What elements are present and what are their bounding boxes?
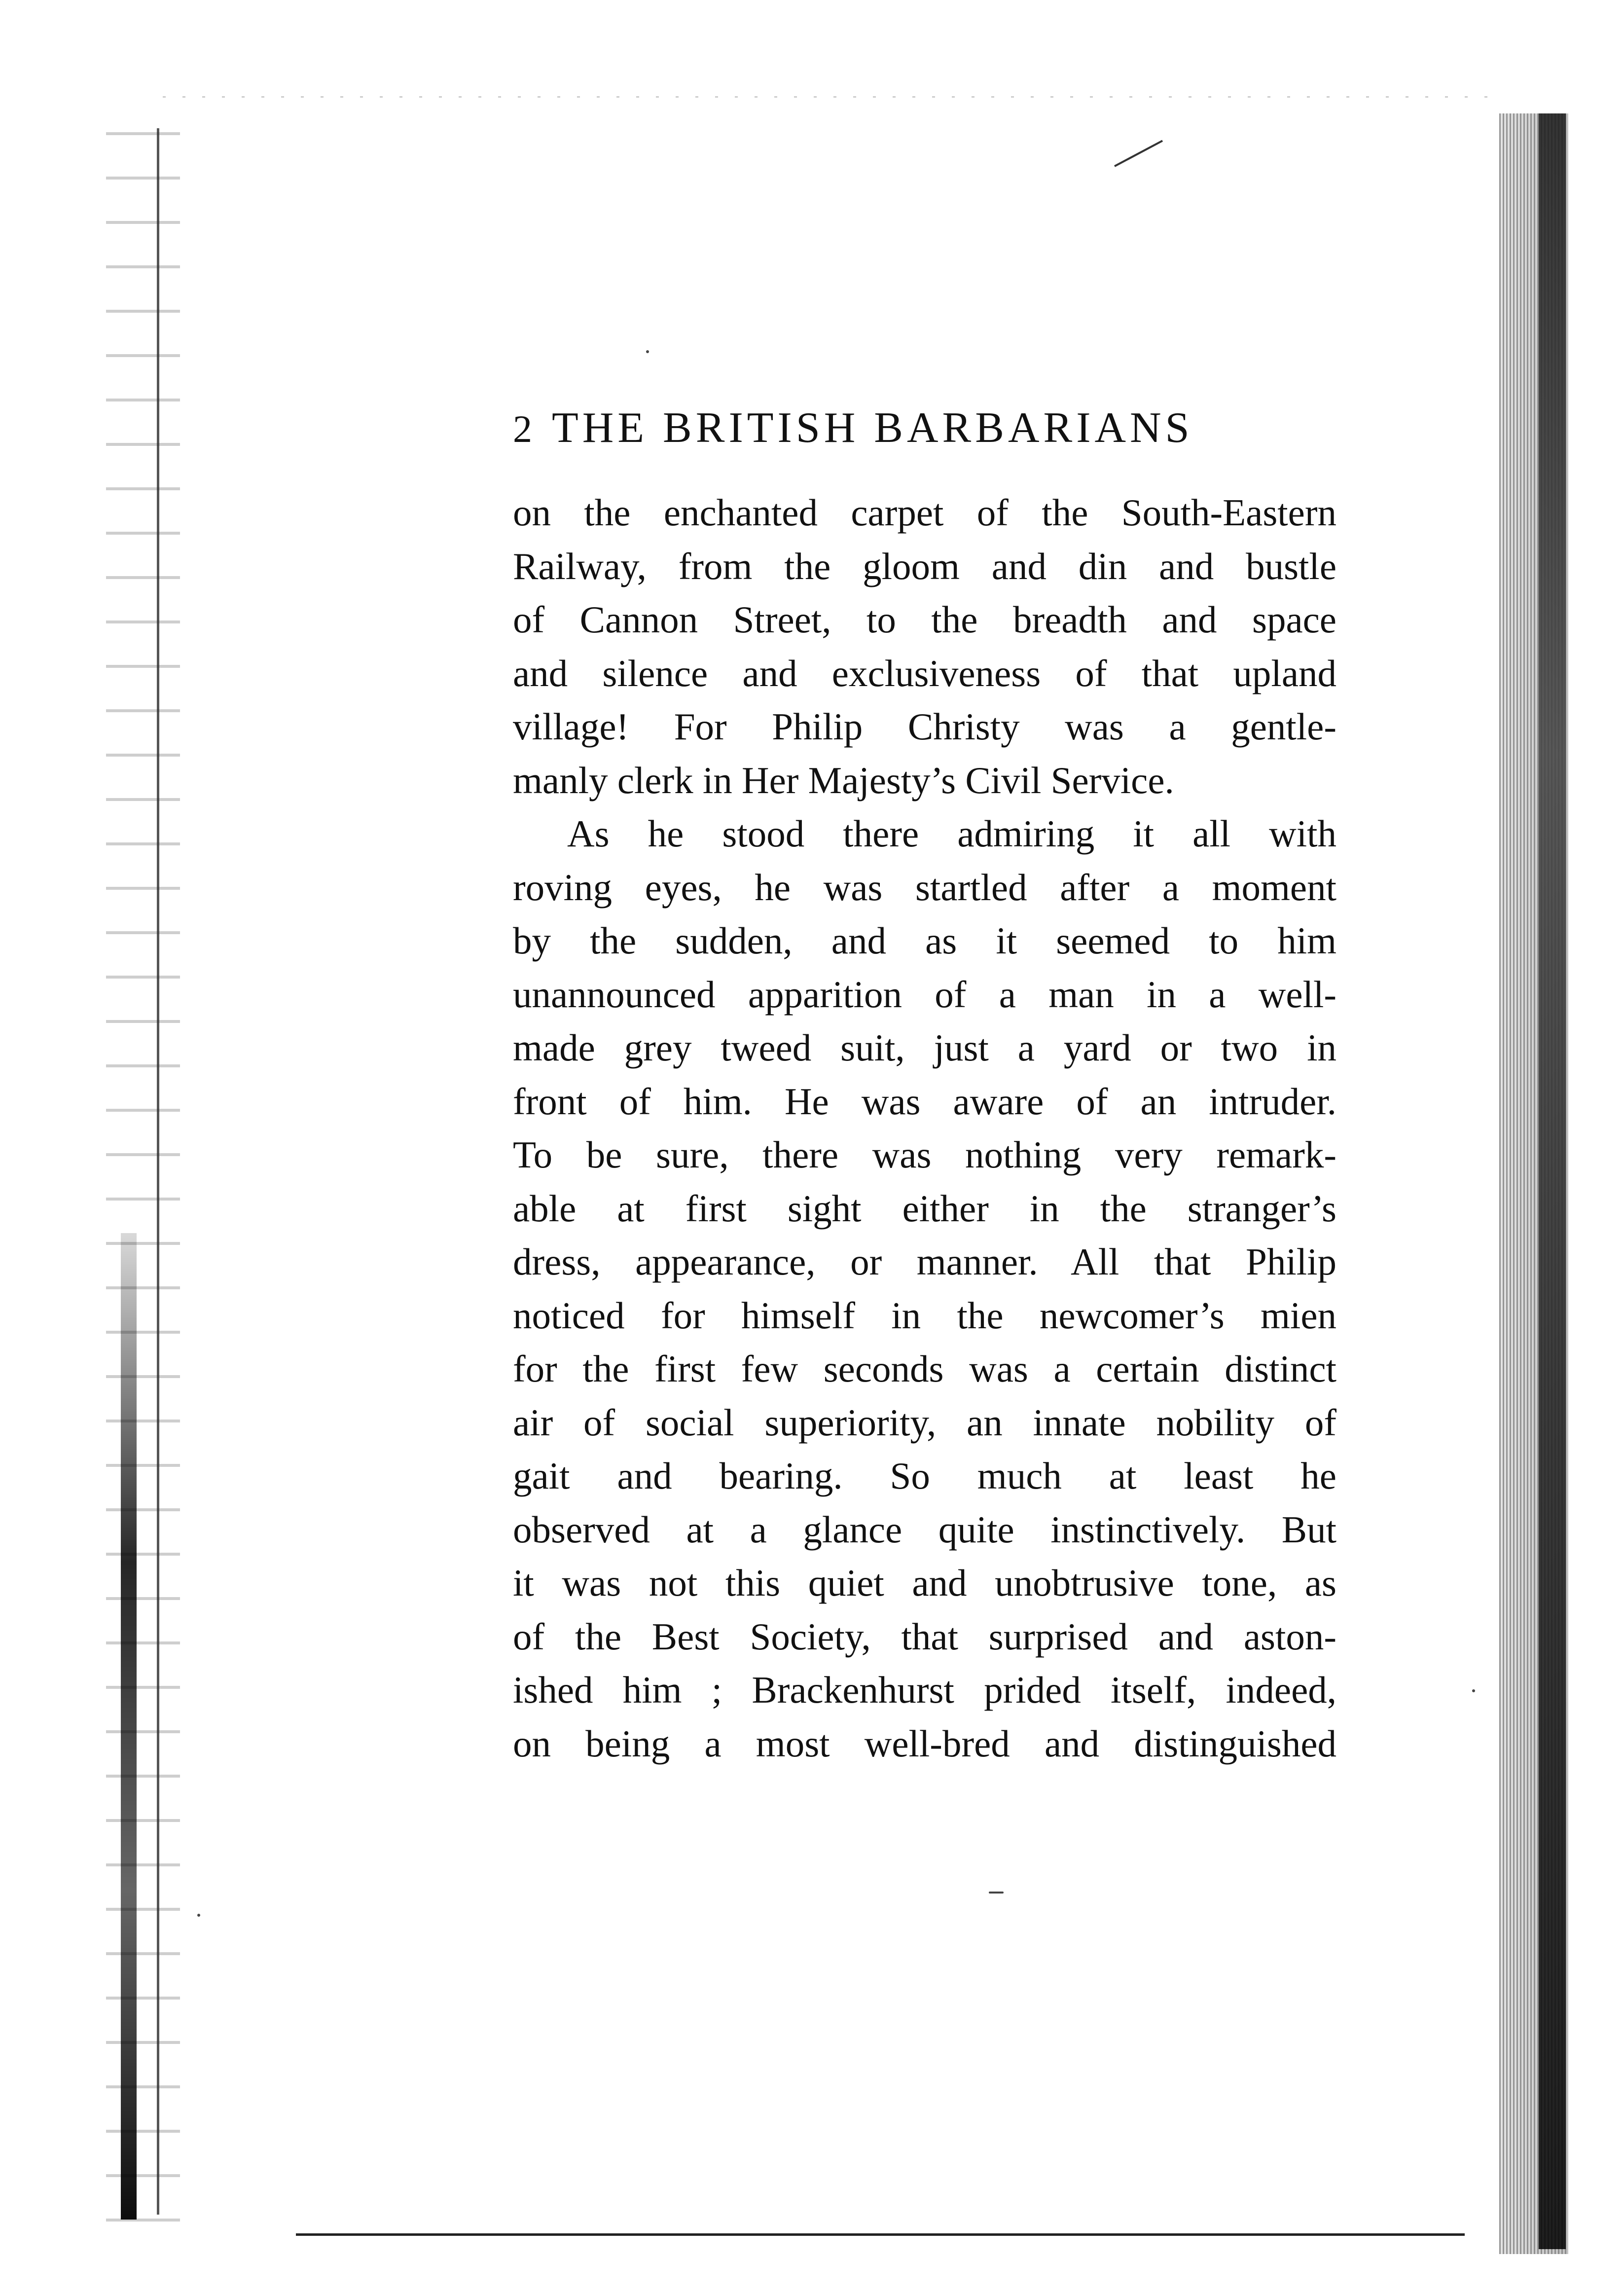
text-line: for the first few seconds was a certain distinct [513,1348,1336,1390]
scan-speck [989,1892,1004,1894]
running-head-title: THE BRITISH BARBARIANS [552,404,1193,452]
text-line: unannounced apparition of a man in a well- [513,973,1336,1016]
body-text [513,486,1336,1770]
text-line: on the enchanted carpet of the South-Eastern [513,491,1336,534]
text-line: and silence and exclusiveness of that upland [513,652,1336,694]
text-line: ished him ; Brackenhurst prided itself, indeed, [513,1669,1336,1711]
scan-left-edge-line [157,128,159,2215]
text-line: gait and bearing. So much at least he [513,1455,1336,1497]
text-line: village! For Philip Christy was a gentle- [513,705,1336,748]
text-line: Railway, from the gloom and din and bustle [513,545,1336,587]
text-line: manly clerk in Her Majesty’s Civil Service. [513,759,1174,801]
text-line: air of social superiority, an innate nobility of [513,1401,1336,1444]
scan-pen-mark [1114,140,1163,167]
scan-bottom-edge-line [296,2233,1465,2236]
scan-left-binding-shadow [106,113,180,2244]
text-line: observed at a glance quite instinctively. But [513,1508,1336,1551]
scan-left-dark-bar [121,1233,137,2220]
scan-speck [1472,1689,1475,1692]
text-line: front of him. He was aware of an intruder. [513,1080,1336,1123]
page-number: 2 [513,407,532,450]
text-line: As he stood there admiring it all with [567,812,1336,855]
text-line: To be sure, there was nothing very remark- [513,1133,1336,1176]
text-line: it was not this quiet and unobtrusive tone, as [513,1562,1336,1604]
paragraph [513,486,1336,807]
text-line: of the Best Society, that surprised and aston- [513,1615,1336,1658]
text-line: by the sudden, and as it seemed to him [513,919,1336,962]
text-line: noticed for himself in the newcomer’s mien [513,1294,1336,1337]
text-line: on being a most well-bred and distinguished [513,1722,1336,1765]
scan-speck [197,1914,200,1917]
text-line: roving eyes, he was startled after a moment [513,866,1336,909]
scan-top-edge [163,96,1494,98]
running-head [513,399,1351,458]
text-line: dress, appearance, or manner. All that Philip [513,1240,1336,1283]
text-line: made grey tweed suit, just a yard or two in [513,1026,1336,1069]
scan-right-dark-edge [1539,113,1566,2249]
text-line: able at first sight either in the stranger’s [513,1187,1336,1230]
scan-speck [646,350,649,353]
text-line: of Cannon Street, to the breadth and space [513,598,1336,641]
paragraph [513,807,1336,1770]
